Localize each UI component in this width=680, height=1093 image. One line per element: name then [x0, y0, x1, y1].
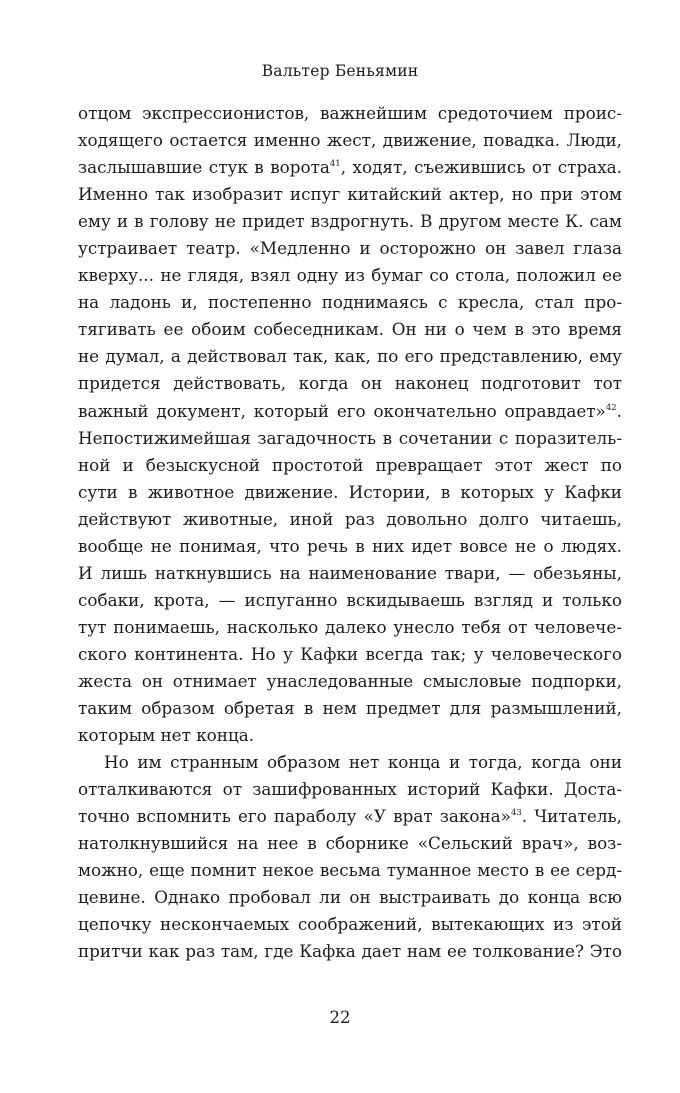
text-line: жеста он отнимает унаследованные смысловые подпорки, [78, 670, 622, 691]
text-line: придется действовать, когда он наконец подготовит тот [78, 373, 622, 394]
page-number: 22 [329, 1008, 351, 1027]
text-line: натолкнувшийся на нее в сборнике «Сельский врач», воз- [78, 833, 622, 854]
text-line: ему и в голову не придет вздрогнуть. В другом месте К. сам [78, 211, 622, 232]
text-line: И лишь наткнувшись на наименование твари, — обезьяны, [78, 562, 622, 583]
text-line: ной и безыскусной простотой превращает этот жест по [78, 454, 622, 475]
body-text [78, 100, 622, 966]
text-line: таким образом обретая в нем предмет для размышлений, [78, 698, 622, 719]
text-line: цевине. Однако пробовал ли он выстраивать до конца всю [78, 887, 622, 908]
footnote-marker: 41 [329, 159, 341, 170]
running-head: Вальтер Беньямин [261, 62, 419, 80]
text-fragment: важный документ, который его окончательно оправдает» [78, 400, 606, 421]
text-line: кверху... не глядя, взял одну из бумаг со стола, положил ее [78, 265, 622, 286]
text-line [78, 398, 622, 425]
text-line: не думал, а действовал так, как, по его представлению, ему [78, 346, 622, 367]
text-line: тут понимаешь, насколько далеко унесло тебя от человече- [78, 616, 622, 637]
text-line: цепочку нескончаемых соображений, вытекающих из этой [78, 914, 622, 935]
text-fragment: . Читатель, [521, 806, 622, 827]
text-line: отцом экспрессионистов, важнейшим средоточием проис- [78, 103, 622, 123]
text-line: отталкиваются от зашифрованных историй Кафки. Доста- [78, 779, 622, 800]
text-line: Именно так изобразит испуг китайский актер, но при этом [78, 184, 622, 205]
text-fragment: заслышавшие стук в ворота [78, 157, 330, 178]
text-fragment: точно вспомнить его параболу «У врат закона» [78, 806, 511, 827]
text-line: которым нет конца. [78, 725, 255, 746]
text-line: действуют животные, иной раз довольно долго читаешь, [78, 508, 622, 529]
text-line: на ладонь и, постепенно поднимаясь с кресла, стал про- [78, 292, 622, 313]
footnote-marker: 42 [605, 402, 617, 413]
text-line: ского континента. Но у Кафки всегда так; у человеческого [78, 643, 622, 664]
text-line: можно, еще помнит некое весьма туманное место в ее серд- [78, 860, 622, 881]
footnote-marker: 43 [510, 808, 522, 819]
text-fragment: . [616, 400, 622, 421]
text-line: Но им странным образом нет конца и тогда, когда они [104, 752, 622, 773]
text-line: вообще не понимая, что речь в них идет вовсе не о людях. [78, 535, 622, 556]
text-fragment: , ходят, съежившись от страха. [340, 157, 622, 178]
text-line: устраивает театр. «Медленно и осторожно он завел глаза [78, 238, 622, 259]
text-line [78, 154, 622, 181]
text-line: Непостижимейшая загадочность в сочетании с поразитель- [78, 427, 622, 448]
text-line: сути в животное движение. Истории, в которых у Кафки [78, 481, 622, 502]
text-line: собаки, крота, — испуганно вскидываешь взгляд и только [78, 589, 622, 610]
text-line [78, 803, 622, 830]
text-line: притчи как раз там, где Кафка дает нам ее толкование? Это [78, 941, 622, 962]
text-line: тягивать ее обоим собеседникам. Он ни о чем в это время [78, 319, 622, 340]
text-line: ходящего остается именно жест, движение, повадка. Люди, [78, 130, 622, 151]
